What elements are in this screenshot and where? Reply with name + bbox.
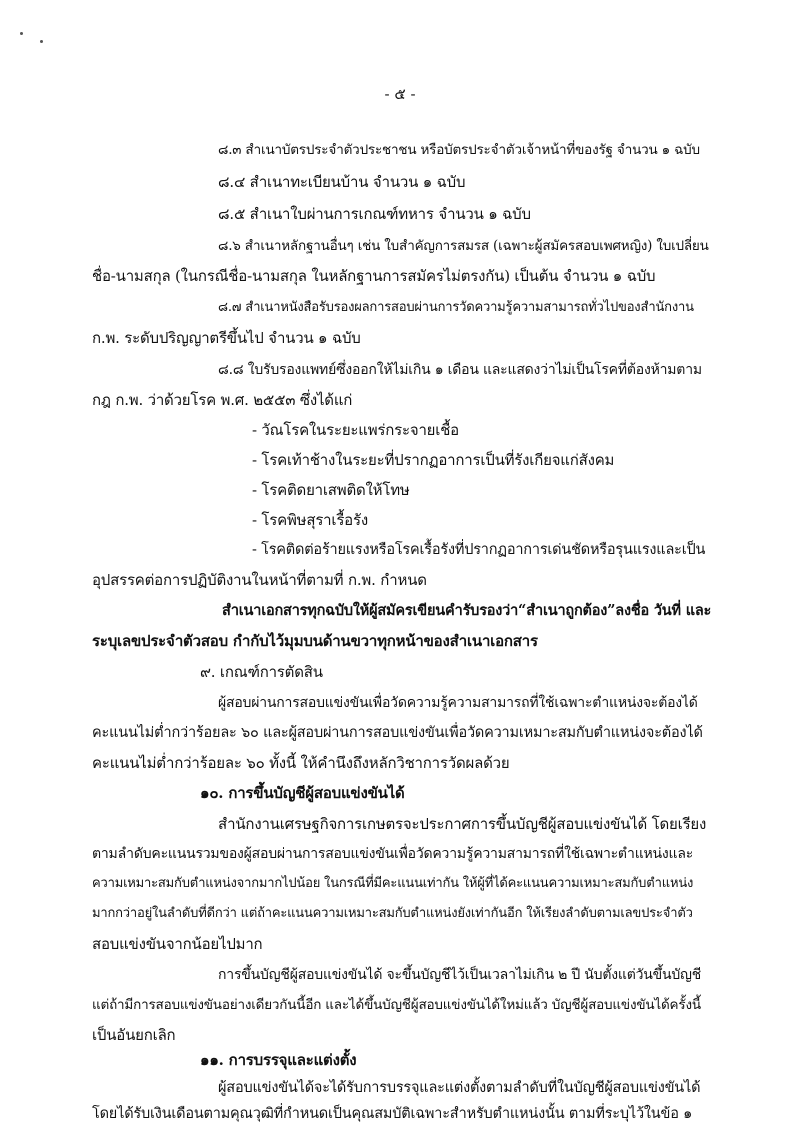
- doc-line: แต่ถ้ามีการสอบแข่งขันอย่างเดียวกันนี้อีก และได้ขึ้นบัญชีผู้สอบแข่งขันได้ใหม่แล้ว บัญชีผู้สอบแข่งขันได้ครั้งนี้: [92, 997, 701, 1013]
- certification-note-cont: ระบุเลขประจำตัวสอบ กำกับไว้มุมบนด้านขวาทุกหน้าของสำเนาเอกสาร: [92, 632, 538, 650]
- disease-item: - โรคเท้าช้างในระยะที่ปรากฏอาการเป็นที่รังเกียจแก่สังคม: [252, 451, 615, 469]
- doc-line: ตามลำดับคะแนนรวมของผู้สอบผ่านการสอบแข่งขันเพื่อวัดความรู้ความสามารถที่ใช้เฉพาะตำแหน่งและ: [92, 846, 694, 862]
- doc-line-8-6: ๘.๖ สำเนาหลักฐานอื่นๆ เช่น ใบสำคัญการสมรส (เฉพาะผู้สมัครสอบเพศหญิง) ใบเปลี่ยน: [218, 238, 709, 254]
- doc-line: โดยได้รับเงินเดือนตามคุณวุฒิที่กำหนดเป็นคุณสมบัติเฉพาะสำหรับตำแหน่งนั้น ตามที่ระบุไว้ในข้อ ๑: [92, 1106, 693, 1122]
- doc-line: การขึ้นบัญชีผู้สอบแข่งขันได้ จะขึ้นบัญชีไว้เป็นเวลาไม่เกิน ๒ ปี นับตั้งแต่วันขึ้นบัญชี: [218, 967, 702, 983]
- disease-item: - วัณโรคในระยะแพร่กระจายเชื้อ: [252, 421, 459, 439]
- doc-line: คะแนนไม่ต่ำกว่าร้อยละ ๖๐ ทั้งนี้ ให้คำนึงถึงหลักวิชาการวัดผลด้วย: [92, 754, 510, 772]
- doc-line-8-7-cont: ก.พ. ระดับปริญญาตรีขึ้นไป จำนวน ๑ ฉบับ: [92, 329, 361, 347]
- doc-line: คะแนนไม่ต่ำกว่าร้อยละ ๖๐ และผู้สอบผ่านการสอบแข่งขันเพื่อวัดความเหมาะสมกับตำแหน่งจะต้องได้: [92, 725, 703, 741]
- doc-line: เป็นอันยกเลิก: [92, 1026, 176, 1044]
- doc-line: ความเหมาะสมกับตำแหน่งจากมากไปน้อย ในกรณีที่มีคะแนนเท่ากัน ให้ผู้ที่ได้คะแนนความเหมาะสมกับตำแหน่ง: [92, 876, 694, 891]
- doc-line-8-8-cont: กฎ ก.พ. ว่าด้วยโรค พ.ศ. ๒๕๕๓ ซึ่งได้แก่: [92, 391, 353, 409]
- doc-line-8-6-cont: ชื่อ-นามสกุล (ในกรณีชื่อ-นามสกุล ในหลักฐานการสมัครไม่ตรงกัน) เป็นต้น จำนวน ๑ ฉบับ: [92, 267, 656, 285]
- section-heading-10: ๑๐. การขึ้นบัญชีผู้สอบแข่งขันได้: [200, 784, 405, 802]
- disease-item-cont: อุปสรรคต่อการปฏิบัติงานในหน้าที่ตามที่ ก.พ. กำหนด: [92, 571, 427, 589]
- certification-note: สำเนาเอกสารทุกฉบับให้ผู้สมัครเขียนคำรับรองว่า“สำเนาถูกต้อง”ลงชื่อ วันที่ และ: [222, 602, 712, 619]
- disease-item: - โรคติดต่อร้ายแรงหรือโรคเรื้อรังที่ปรากฏอาการเด่นชัดหรือรุนแรงและเป็น: [252, 542, 706, 558]
- doc-line: สำนักงานเศรษฐกิจการเกษตรจะประกาศการขึ้นบัญชีผู้สอบแข่งขันได้ โดยเรียง: [218, 815, 707, 833]
- doc-line-8-5: ๘.๕ สำเนาใบผ่านการเกณฑ์ทหาร จำนวน ๑ ฉบับ: [218, 205, 531, 223]
- disease-item: - โรคพิษสุราเรื้อรัง: [252, 511, 368, 529]
- doc-line: สอบแข่งขันจากน้อยไปมาก: [92, 935, 263, 953]
- doc-line: ผู้สอบแข่งขันได้จะได้รับการบรรจุและแต่งตั้งตามลำดับที่ในบัญชีผู้สอบแข่งขันได้: [218, 1080, 701, 1096]
- scan-speck: [20, 32, 23, 35]
- section-heading-11: ๑๑. การบรรจุและแต่งตั้ง: [200, 1051, 357, 1069]
- disease-item: - โรคติดยาเสพติดให้โทษ: [252, 481, 410, 499]
- section-heading-9: ๙. เกณฑ์การตัดสิน: [200, 663, 323, 681]
- page-number: - ๕ -: [384, 85, 416, 103]
- doc-line: มากกว่าอยู่ในลำดับที่ดีกว่า แต่ถ้าคะแนนความเหมาะสมกับตำแหน่งยังเท่ากันอีก ให้เรียงลำดับตามเลขประจำตัว: [92, 906, 693, 921]
- doc-line-8-4: ๘.๔ สำเนาทะเบียนบ้าน จำนวน ๑ ฉบับ: [218, 173, 466, 191]
- doc-line-8-8: ๘.๘ ใบรับรองแพทย์ซึ่งออกให้ไม่เกิน ๑ เดือน และแสดงว่าไม่เป็นโรคที่ต้องห้ามตาม: [218, 362, 702, 378]
- scan-speck: [40, 40, 43, 43]
- doc-line-8-7: ๘.๗ สำเนาหนังสือรับรองผลการสอบผ่านการวัดความรู้ความสามารถทั่วไปของสำนักงาน: [218, 300, 694, 315]
- doc-line: ผู้สอบผ่านการสอบแข่งขันเพื่อวัดความรู้ความสามารถที่ใช้เฉพาะตำแหน่งจะต้องได้: [218, 695, 698, 711]
- doc-line-8-3: ๘.๓ สำเนาบัตรประจำตัวประชาชน หรือบัตรประจำตัวเจ้าหน้าที่ของรัฐ จำนวน ๑ ฉบับ: [218, 142, 700, 158]
